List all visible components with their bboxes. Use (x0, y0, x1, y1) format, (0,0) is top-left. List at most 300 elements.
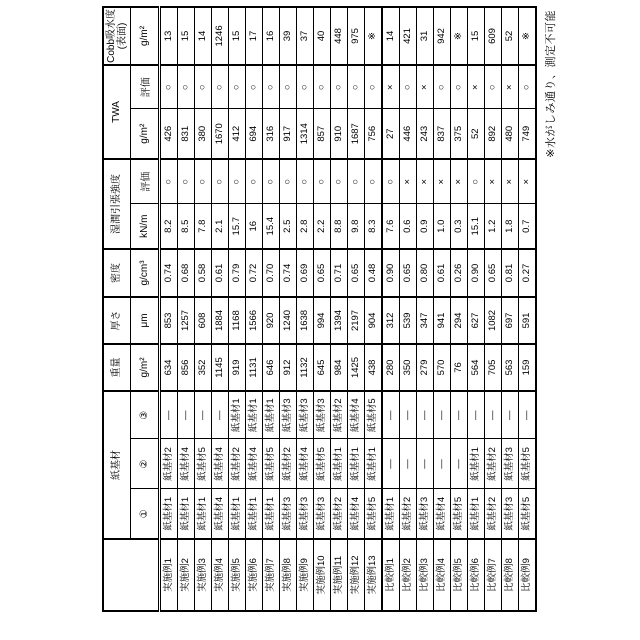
cell-wet-tensile-eval: ○ (365, 159, 383, 204)
cell-density: 0.71 (331, 249, 348, 297)
cell-base-paper-3: — (485, 391, 502, 439)
cell-weight: 919 (229, 344, 246, 391)
cell-base-paper-2: 紙基材2 (160, 439, 178, 489)
cell-thickness: 1168 (229, 297, 246, 344)
column-unit-header: ① (131, 489, 160, 539)
column-unit-header: ② (131, 439, 160, 489)
cell-base-paper-1: 紙基材1 (382, 489, 400, 539)
cell-cobb-absorbency: 421 (400, 7, 417, 65)
cell-thickness: 1257 (178, 297, 195, 344)
cell-thickness: 994 (314, 297, 331, 344)
row-label: 比較例7 (485, 539, 502, 611)
cell-wet-tensile-eval: × (485, 159, 502, 204)
row-label: 比較例2 (400, 539, 417, 611)
cell-density: 0.65 (314, 249, 331, 297)
cell-base-paper-1: 紙基材1 (263, 489, 280, 539)
table-row (468, 7, 485, 611)
cell-wet-tensile-strength: 8.3 (365, 204, 383, 249)
cell-weight: 279 (417, 344, 434, 391)
cell-thickness: 591 (519, 297, 537, 344)
cell-cobb-absorbency: 15 (229, 7, 246, 65)
cell-cobb-absorbency: 16 (263, 7, 280, 65)
cell-density: 0.79 (229, 249, 246, 297)
cell-twa: 316 (263, 109, 280, 159)
cell-cobb-absorbency: 1246 (212, 7, 229, 65)
cell-wet-tensile-eval: ○ (178, 159, 195, 204)
cell-wet-tensile-eval: ○ (160, 159, 178, 204)
cell-density: 0.58 (195, 249, 212, 297)
cell-base-paper-3: — (400, 391, 417, 439)
cell-cobb-absorbency: 17 (246, 7, 263, 65)
cell-twa-eval: ○ (451, 65, 468, 109)
cell-wet-tensile-strength: 15.1 (468, 204, 485, 249)
cell-base-paper-3: 紙基材3 (314, 391, 331, 439)
cell-base-paper-2: 紙基材4 (297, 439, 314, 489)
column-unit-header: g/cm³ (131, 249, 160, 297)
cell-twa: 426 (160, 109, 178, 159)
cell-twa-eval: ○ (485, 65, 502, 109)
cell-wet-tensile-eval: ○ (280, 159, 297, 204)
column-unit-header: ③ (131, 391, 160, 439)
cell-base-paper-3: 紙基材1 (229, 391, 246, 439)
table-row (400, 7, 417, 611)
cell-twa-eval: ○ (280, 65, 297, 109)
cell-cobb-absorbency: 31 (417, 7, 434, 65)
cell-base-paper-3: 紙基材2 (331, 391, 348, 439)
cell-base-paper-1: 紙基材3 (280, 489, 297, 539)
table-row (246, 7, 263, 611)
cell-twa: 831 (178, 109, 195, 159)
cell-base-paper-2: 紙基材1 (365, 439, 383, 489)
cell-twa-eval: × (502, 65, 519, 109)
cell-wet-tensile-strength: 0.6 (400, 204, 417, 249)
row-label: 比較例4 (434, 539, 451, 611)
cell-wet-tensile-eval: ○ (297, 159, 314, 204)
table-footnote: ※水がしみ通り、測定不可能 (545, 10, 557, 158)
cell-twa: 1314 (297, 109, 314, 159)
cell-twa: 917 (280, 109, 297, 159)
column-group-header: 厚さ (103, 297, 131, 344)
table-row (160, 7, 178, 611)
cell-twa-eval: ○ (519, 65, 537, 109)
column-group-header: 湿潤引張強度 (103, 159, 131, 249)
cell-wet-tensile-eval: × (502, 159, 519, 204)
cell-base-paper-3: — (451, 391, 468, 439)
column-unit-header: g/m² (131, 7, 160, 65)
cell-weight: 563 (502, 344, 519, 391)
cell-twa-eval: ○ (212, 65, 229, 109)
table-row (365, 7, 383, 611)
cell-base-paper-1: 紙基材5 (451, 489, 468, 539)
cell-base-paper-2: 紙基材5 (519, 439, 537, 489)
column-unit-header: g/m² (131, 344, 160, 391)
cell-density: 0.26 (451, 249, 468, 297)
table-row (485, 7, 502, 611)
cell-wet-tensile-eval: ○ (195, 159, 212, 204)
table-row (212, 7, 229, 611)
cell-weight: 280 (382, 344, 400, 391)
cell-twa: 446 (400, 109, 417, 159)
cell-weight: 705 (485, 344, 502, 391)
table-row (502, 7, 519, 611)
row-label: 実施例5 (229, 539, 246, 611)
cell-base-paper-2: 紙基材5 (314, 439, 331, 489)
row-label: 実施例9 (297, 539, 314, 611)
cell-density: 0.81 (502, 249, 519, 297)
cell-wet-tensile-strength: 15.4 (263, 204, 280, 249)
column-group-header: 重量 (103, 344, 131, 391)
cell-thickness: 1884 (212, 297, 229, 344)
cell-base-paper-3: — (502, 391, 519, 439)
cell-twa: 749 (519, 109, 537, 159)
column-unit-header: 評価 (131, 65, 160, 109)
cell-base-paper-3: — (519, 391, 537, 439)
cell-twa-eval: × (468, 65, 485, 109)
cell-density: 0.72 (246, 249, 263, 297)
column-unit-header: kN/m (131, 204, 160, 249)
cell-twa-eval: ○ (246, 65, 263, 109)
cell-twa: 375 (451, 109, 468, 159)
cell-base-paper-3: — (417, 391, 434, 439)
cell-weight: 645 (314, 344, 331, 391)
table-row (263, 7, 280, 611)
column-unit-header: 評価 (131, 159, 160, 204)
cell-base-paper-1: 紙基材1 (160, 489, 178, 539)
cell-thickness: 294 (451, 297, 468, 344)
cell-wet-tensile-strength: 2.2 (314, 204, 331, 249)
cell-weight: 856 (178, 344, 195, 391)
corner-cell (103, 539, 160, 611)
row-label: 実施例6 (246, 539, 263, 611)
cell-wet-tensile-strength: 1.8 (502, 204, 519, 249)
cell-wet-tensile-eval: ○ (331, 159, 348, 204)
cell-cobb-absorbency: ※ (365, 7, 383, 65)
cell-twa-eval: ○ (178, 65, 195, 109)
cell-cobb-absorbency: 14 (382, 7, 400, 65)
table-row (348, 7, 365, 611)
cell-wet-tensile-strength: 2.8 (297, 204, 314, 249)
cell-twa: 1687 (348, 109, 365, 159)
cell-thickness: 1566 (246, 297, 263, 344)
cell-base-paper-2: — (434, 439, 451, 489)
cell-base-paper-1: 紙基材5 (365, 489, 383, 539)
cell-twa: 412 (229, 109, 246, 159)
cell-weight: 352 (195, 344, 212, 391)
row-label: 比較例3 (417, 539, 434, 611)
row-label: 実施例1 (160, 539, 178, 611)
row-label: 比較例1 (382, 539, 400, 611)
cell-wet-tensile-eval: × (451, 159, 468, 204)
cell-cobb-absorbency: 15 (468, 7, 485, 65)
cell-base-paper-2: 紙基材5 (263, 439, 280, 489)
cell-thickness: 608 (195, 297, 212, 344)
cell-wet-tensile-eval: × (434, 159, 451, 204)
table-row (434, 7, 451, 611)
row-label: 実施例13 (365, 539, 383, 611)
cell-thickness: 347 (417, 297, 434, 344)
cell-cobb-absorbency: ※ (451, 7, 468, 65)
cell-base-paper-2: 紙基材1 (468, 439, 485, 489)
cell-density: 0.90 (468, 249, 485, 297)
row-label: 実施例2 (178, 539, 195, 611)
table-row (519, 7, 537, 611)
cell-base-paper-2: — (400, 439, 417, 489)
cell-cobb-absorbency: 39 (280, 7, 297, 65)
cell-base-paper-1: 紙基材3 (502, 489, 519, 539)
cell-wet-tensile-eval: ○ (263, 159, 280, 204)
table-row (382, 7, 400, 611)
cell-base-paper-3: 紙基材4 (348, 391, 365, 439)
cell-base-paper-1: 紙基材3 (314, 489, 331, 539)
cell-base-paper-1: 紙基材2 (331, 489, 348, 539)
cell-twa-eval: ○ (400, 65, 417, 109)
cell-density: 0.74 (280, 249, 297, 297)
cell-wet-tensile-eval: ○ (348, 159, 365, 204)
cell-base-paper-1: 紙基材4 (348, 489, 365, 539)
table-row (451, 7, 468, 611)
cell-weight: 1131 (246, 344, 263, 391)
cell-twa: 837 (434, 109, 451, 159)
cell-wet-tensile-eval: × (417, 159, 434, 204)
row-label: 比較例5 (451, 539, 468, 611)
table-row (178, 7, 195, 611)
cell-base-paper-1: 紙基材1 (229, 489, 246, 539)
row-label: 実施例8 (280, 539, 297, 611)
cell-twa: 1670 (212, 109, 229, 159)
cell-wet-tensile-strength: 0.9 (417, 204, 434, 249)
cell-weight: 1132 (297, 344, 314, 391)
cell-wet-tensile-eval: ○ (246, 159, 263, 204)
cell-density: 0.80 (417, 249, 434, 297)
cell-base-paper-3: 紙基材1 (246, 391, 263, 439)
cell-density: 0.61 (212, 249, 229, 297)
cell-base-paper-1: 紙基材1 (178, 489, 195, 539)
cell-base-paper-3: — (212, 391, 229, 439)
cell-base-paper-2: 紙基材4 (246, 439, 263, 489)
cell-density: 0.61 (434, 249, 451, 297)
cell-base-paper-3: — (178, 391, 195, 439)
cell-weight: 646 (263, 344, 280, 391)
cell-base-paper-1: 紙基材4 (434, 489, 451, 539)
cell-twa-eval: ○ (314, 65, 331, 109)
cell-base-paper-1: 紙基材2 (400, 489, 417, 539)
cell-cobb-absorbency: 37 (297, 7, 314, 65)
cell-twa-eval: ○ (229, 65, 246, 109)
cell-weight: 984 (331, 344, 348, 391)
table-row (417, 7, 434, 611)
cell-twa-eval: ○ (297, 65, 314, 109)
results-table (102, 6, 537, 612)
cell-base-paper-1: 紙基材1 (468, 489, 485, 539)
row-label: 比較例9 (519, 539, 537, 611)
cell-cobb-absorbency: 448 (331, 7, 348, 65)
cell-thickness: 539 (400, 297, 417, 344)
cell-twa: 380 (195, 109, 212, 159)
cell-density: 0.69 (297, 249, 314, 297)
cell-wet-tensile-eval: × (519, 159, 537, 204)
cell-cobb-absorbency: 975 (348, 7, 365, 65)
cell-base-paper-3: 紙基材3 (280, 391, 297, 439)
cell-base-paper-2: 紙基材2 (229, 439, 246, 489)
cell-wet-tensile-eval: ○ (229, 159, 246, 204)
column-group-header: Cobb吸水度 (表面) (103, 7, 131, 65)
cell-thickness: 1240 (280, 297, 297, 344)
table-row (331, 7, 348, 611)
column-group-header: 密度 (103, 249, 131, 297)
cell-twa: 694 (246, 109, 263, 159)
cell-base-paper-1: 紙基材2 (485, 489, 502, 539)
cell-base-paper-1: 紙基材4 (212, 489, 229, 539)
cell-wet-tensile-eval: × (400, 159, 417, 204)
cell-wet-tensile-strength: 7.8 (195, 204, 212, 249)
cell-wet-tensile-eval: ○ (212, 159, 229, 204)
cell-wet-tensile-strength: 8.5 (178, 204, 195, 249)
cell-base-paper-2: 紙基材2 (280, 439, 297, 489)
cell-thickness: 1638 (297, 297, 314, 344)
cell-twa-eval: ○ (434, 65, 451, 109)
cell-thickness: 920 (263, 297, 280, 344)
cell-weight: 634 (160, 344, 178, 391)
cell-wet-tensile-strength: 16 (246, 204, 263, 249)
cell-wet-tensile-strength: 15.7 (229, 204, 246, 249)
column-group-header: TWA (103, 65, 131, 159)
cell-twa: 480 (502, 109, 519, 159)
cell-base-paper-3: — (434, 391, 451, 439)
cell-cobb-absorbency: 942 (434, 7, 451, 65)
cell-base-paper-3: 紙基材3 (297, 391, 314, 439)
cell-twa-eval: ○ (331, 65, 348, 109)
cell-twa-eval: ○ (348, 65, 365, 109)
row-label: 実施例7 (263, 539, 280, 611)
cell-twa-eval: ○ (365, 65, 383, 109)
cell-thickness: 627 (468, 297, 485, 344)
cell-weight: 76 (451, 344, 468, 391)
cell-density: 0.90 (382, 249, 400, 297)
cell-wet-tensile-strength: 2.5 (280, 204, 297, 249)
cell-density: 0.74 (160, 249, 178, 297)
table-row (314, 7, 331, 611)
row-label: 実施例10 (314, 539, 331, 611)
cell-base-paper-2: 紙基材5 (195, 439, 212, 489)
cell-cobb-absorbency: ※ (519, 7, 537, 65)
cell-wet-tensile-strength: 0.3 (451, 204, 468, 249)
cell-cobb-absorbency: 40 (314, 7, 331, 65)
cell-weight: 1145 (212, 344, 229, 391)
table-row (195, 7, 212, 611)
cell-twa: 892 (485, 109, 502, 159)
cell-base-paper-3: — (195, 391, 212, 439)
cell-density: 0.27 (519, 249, 537, 297)
cell-thickness: 1394 (331, 297, 348, 344)
column-group-header: 紙基材 (103, 391, 131, 539)
cell-weight: 570 (434, 344, 451, 391)
cell-base-paper-3: — (160, 391, 178, 439)
cell-base-paper-3: 紙基材1 (263, 391, 280, 439)
cell-thickness: 941 (434, 297, 451, 344)
cell-wet-tensile-eval: ○ (468, 159, 485, 204)
cell-thickness: 904 (365, 297, 383, 344)
cell-base-paper-1: 紙基材3 (417, 489, 434, 539)
cell-wet-tensile-strength: 8.2 (160, 204, 178, 249)
cell-base-paper-2: — (382, 439, 400, 489)
cell-density: 0.65 (348, 249, 365, 297)
row-label: 実施例3 (195, 539, 212, 611)
cell-density: 0.65 (400, 249, 417, 297)
cell-base-paper-1: 紙基材3 (297, 489, 314, 539)
cell-base-paper-2: 紙基材4 (178, 439, 195, 489)
cell-weight: 159 (519, 344, 537, 391)
row-label: 実施例12 (348, 539, 365, 611)
cell-twa: 243 (417, 109, 434, 159)
cell-weight: 1425 (348, 344, 365, 391)
cell-density: 0.65 (485, 249, 502, 297)
rotated-table-container (102, 8, 558, 612)
cell-base-paper-1: 紙基材5 (519, 489, 537, 539)
table-row (297, 7, 314, 611)
row-label: 実施例4 (212, 539, 229, 611)
cell-twa: 27 (382, 109, 400, 159)
cell-wet-tensile-eval: ○ (314, 159, 331, 204)
cell-cobb-absorbency: 15 (178, 7, 195, 65)
cell-base-paper-2: — (451, 439, 468, 489)
cell-twa-eval: ○ (160, 65, 178, 109)
cell-twa: 756 (365, 109, 383, 159)
cell-cobb-absorbency: 13 (160, 7, 178, 65)
cell-base-paper-3: — (382, 391, 400, 439)
cell-density: 0.48 (365, 249, 383, 297)
cell-twa: 52 (468, 109, 485, 159)
cell-base-paper-3: — (468, 391, 485, 439)
cell-weight: 438 (365, 344, 383, 391)
cell-wet-tensile-strength: 8.8 (331, 204, 348, 249)
cell-cobb-absorbency: 609 (485, 7, 502, 65)
cell-wet-tensile-strength: 9.8 (348, 204, 365, 249)
column-unit-header: μm (131, 297, 160, 344)
cell-twa-eval: × (417, 65, 434, 109)
cell-twa: 857 (314, 109, 331, 159)
cell-base-paper-2: 紙基材4 (212, 439, 229, 489)
table-row (229, 7, 246, 611)
cell-base-paper-2: — (417, 439, 434, 489)
cell-base-paper-2: 紙基材2 (485, 439, 502, 489)
cell-thickness: 1082 (485, 297, 502, 344)
cell-wet-tensile-strength: 7.6 (382, 204, 400, 249)
cell-twa-eval: × (382, 65, 400, 109)
cell-cobb-absorbency: 14 (195, 7, 212, 65)
cell-wet-tensile-strength: 2.1 (212, 204, 229, 249)
cell-weight: 350 (400, 344, 417, 391)
cell-thickness: 697 (502, 297, 519, 344)
row-label: 比較例8 (502, 539, 519, 611)
cell-twa-eval: ○ (263, 65, 280, 109)
cell-density: 0.70 (263, 249, 280, 297)
row-label: 比較例6 (468, 539, 485, 611)
cell-wet-tensile-strength: 0.7 (519, 204, 537, 249)
cell-base-paper-2: 紙基材1 (348, 439, 365, 489)
cell-wet-tensile-strength: 1.2 (485, 204, 502, 249)
cell-weight: 912 (280, 344, 297, 391)
column-unit-header: g/m² (131, 109, 160, 159)
cell-base-paper-2: 紙基材1 (331, 439, 348, 489)
row-label: 実施例11 (331, 539, 348, 611)
cell-base-paper-2: 紙基材3 (502, 439, 519, 489)
cell-wet-tensile-eval: ○ (382, 159, 400, 204)
cell-cobb-absorbency: 52 (502, 7, 519, 65)
cell-thickness: 312 (382, 297, 400, 344)
cell-density: 0.68 (178, 249, 195, 297)
cell-thickness: 2197 (348, 297, 365, 344)
cell-base-paper-1: 紙基材1 (246, 489, 263, 539)
